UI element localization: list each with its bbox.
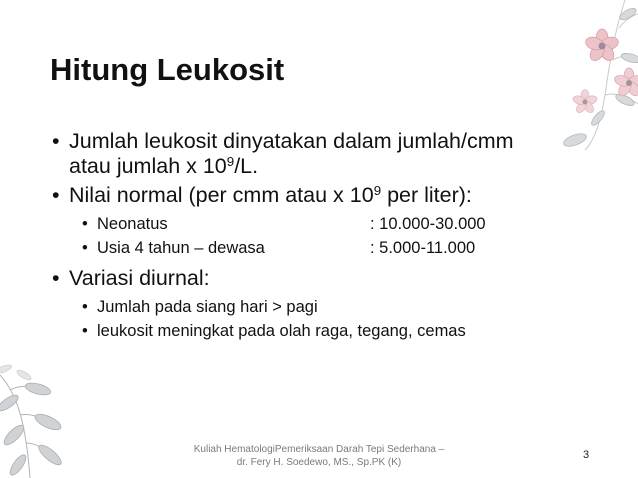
sub-item-label: Neonatus <box>97 215 168 233</box>
floral-decoration-icon <box>555 0 638 150</box>
bullet-marker: • <box>52 266 60 290</box>
page-number: 3 <box>582 449 590 461</box>
bullet-text-line-2: atau jumlah x $10^9/L$. <box>69 153 259 178</box>
sub-item-label: Usia 4 tahun – dewasa <box>97 239 265 257</box>
sub-item-value: : 5.000-11.000 <box>370 239 476 257</box>
bullet-text: Variasi diurnal: <box>69 266 210 290</box>
sub-bullet-marker: • <box>82 215 88 233</box>
sub-item-text: Jumlah pada siang hari > pagi <box>97 298 318 316</box>
bullet-marker: • <box>52 129 60 153</box>
bullet-text-line-1: Jumlah leukosit dinyatakan dalam jumlah/cmm <box>69 129 514 153</box>
footer-line-1: Kuliah HematologiPemeriksaan Darah Tepi Sederhana – <box>193 444 445 455</box>
bullet-text: Nilai normal (per cmm atau x $10^9$ per liter): <box>69 182 472 207</box>
slide-footer <box>176 443 462 469</box>
exponent: 9 <box>226 153 235 169</box>
sub-item-text: leukosit meningkat pada olah raga, tegang, cemas <box>97 322 466 340</box>
leaf-decoration-icon <box>0 355 70 478</box>
slide-title: Hitung Leukosit <box>50 52 285 87</box>
sub-bullet-marker: • <box>82 322 88 340</box>
sub-item-value: : 10.000-30.000 <box>370 215 486 233</box>
footer-line-2: dr. Fery H. Soedewo, MS., Sp.PK (K) <box>236 457 402 468</box>
bullet-marker: • <box>52 183 60 207</box>
sub-bullet-marker: • <box>82 298 88 316</box>
sub-bullet-marker: • <box>82 239 88 257</box>
exponent: 9 <box>373 182 382 198</box>
